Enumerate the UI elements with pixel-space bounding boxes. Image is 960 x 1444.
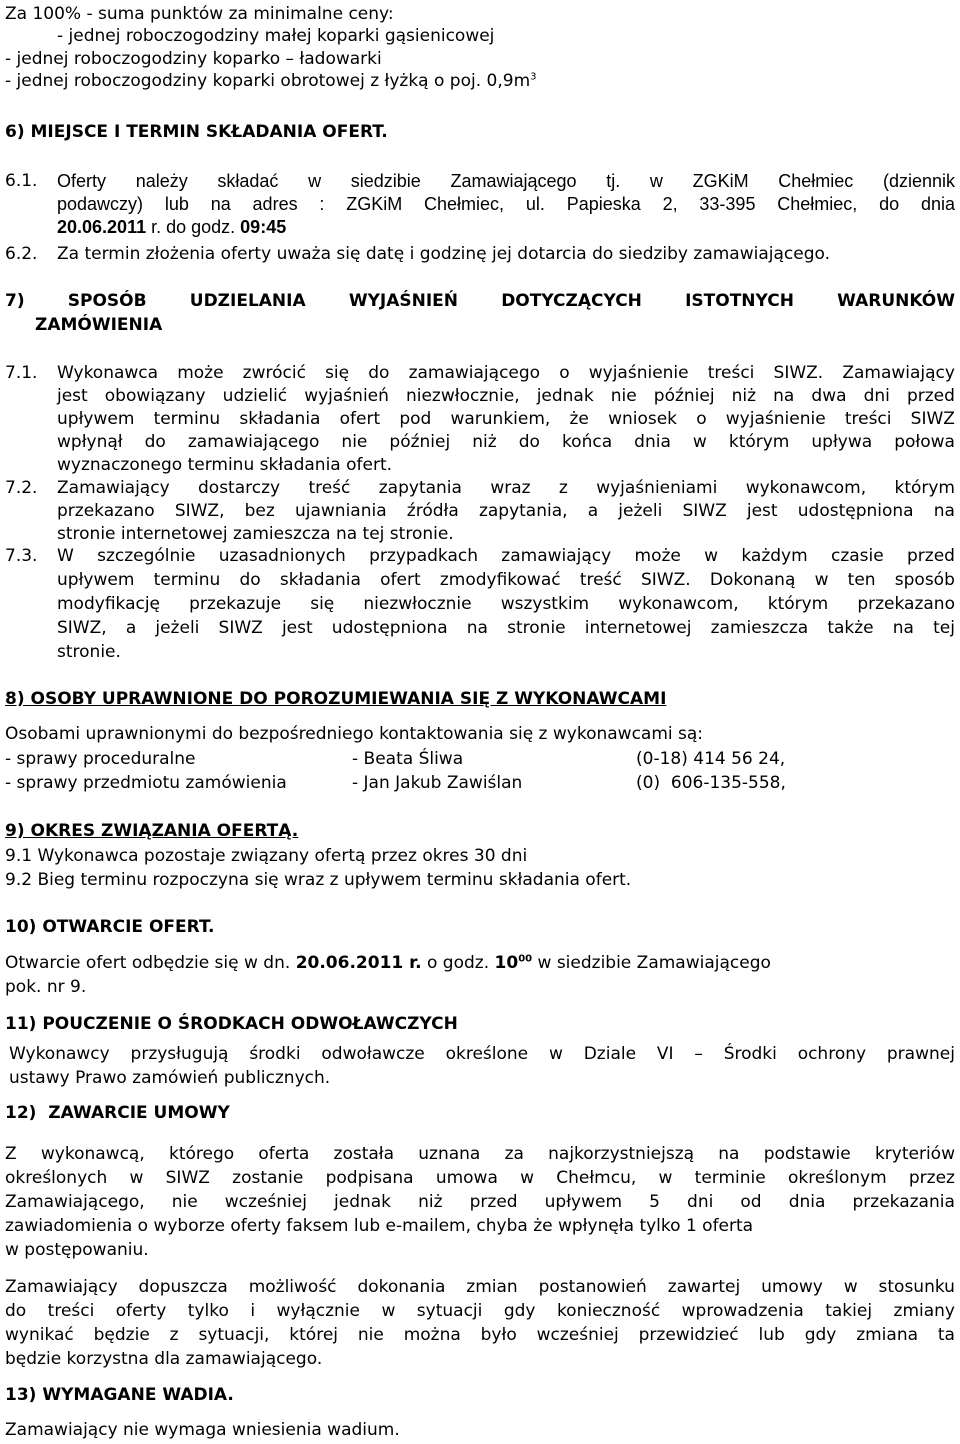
intro-line: - jednej roboczogodziny małej koparki gąsienicowej <box>57 26 495 46</box>
word: do <box>368 363 390 383</box>
paragraph-line: w postępowaniu. <box>5 1240 149 1260</box>
paragraph-line: ustawy Prawo zamówień publicznych. <box>9 1068 331 1088</box>
word: wprowadzenia <box>681 1301 804 1321</box>
opening-minutes: 00 <box>518 953 533 965</box>
word: najkorzystniejszą <box>548 1144 695 1164</box>
word: treści <box>844 409 892 429</box>
word: źródła <box>406 501 459 521</box>
word: nie <box>610 386 637 406</box>
word: warunkiem, <box>450 409 551 429</box>
word: i <box>250 1301 256 1321</box>
item-number: 7.1. <box>5 363 38 383</box>
word: niż <box>472 432 497 452</box>
word: na <box>773 386 795 406</box>
word: wpłynął <box>57 432 123 452</box>
word: VI <box>656 1044 674 1064</box>
item-number: 6.2. <box>5 244 38 264</box>
word: wszystkim <box>500 594 590 614</box>
paragraph-line: Osobami uprawnionymi do bezpośredniego kontaktowania się z wykonawcami są: <box>5 724 704 744</box>
word: Z <box>5 1144 17 1164</box>
word: wynikać <box>5 1325 74 1345</box>
justified-line <box>9 1043 955 1065</box>
word: było <box>480 1325 517 1345</box>
word: zamawiający <box>501 546 612 566</box>
word: upływa <box>811 432 873 452</box>
word: dopuszcza <box>138 1277 228 1297</box>
word: upływem <box>57 570 135 590</box>
word: w <box>520 1168 535 1188</box>
justified-line <box>57 362 955 384</box>
word: w <box>381 1301 396 1321</box>
word: Chełmiec <box>778 171 854 191</box>
word: w <box>704 546 719 566</box>
word: z <box>169 1325 179 1345</box>
word: wcześniej <box>536 1325 619 1345</box>
word: SIWZ. <box>640 570 691 590</box>
paragraph-line <box>5 952 771 974</box>
contact-type: - sprawy proceduralne <box>5 749 196 769</box>
word: takiej <box>825 1301 873 1321</box>
word: podpisana <box>325 1168 414 1188</box>
section-heading: ZAMÓWIENIA <box>35 315 163 335</box>
word: sytuacji <box>416 1301 483 1321</box>
word: ochrony <box>797 1044 867 1064</box>
word: Zamawiający <box>842 363 955 383</box>
word: na <box>466 618 488 638</box>
word: a <box>587 501 599 521</box>
word: jest <box>281 618 313 638</box>
word: przekazano <box>857 594 955 614</box>
contact-person: - Jan Jakub Zawiślan <box>352 773 523 793</box>
paragraph-line: stronie internetowej zamieszcza na tej stronie. <box>57 524 454 544</box>
word: dostarczy <box>198 478 281 498</box>
word: zamawiającego <box>408 363 541 383</box>
word: niezwłocznie <box>363 594 472 614</box>
word: Zamawiający <box>5 1277 118 1297</box>
word: w <box>843 1277 858 1297</box>
item-number: 7.2. <box>5 478 38 498</box>
paragraph-line: Zamawiający nie wymaga wniesienia wadium. <box>5 1420 400 1440</box>
section-heading: 9) OKRES ZWIĄZANIA OFERTĄ. <box>5 821 299 841</box>
word: w <box>658 1168 673 1188</box>
word: przekazania <box>852 1192 955 1212</box>
word: którym <box>894 478 955 498</box>
word: przekazuje <box>189 594 282 614</box>
word: którym <box>728 432 790 452</box>
word: Chełmiec, <box>777 194 858 214</box>
word: zawartej <box>667 1277 741 1297</box>
word: szczególnie <box>97 546 196 566</box>
word: : <box>319 194 325 214</box>
word: za <box>504 1144 524 1164</box>
intro-line <box>5 70 537 92</box>
word: wraz <box>490 478 531 498</box>
word: gdy <box>804 1325 837 1345</box>
word: konieczność <box>556 1301 661 1321</box>
word: Środki <box>723 1044 777 1064</box>
word: lub <box>164 194 189 214</box>
word: ofert <box>339 409 381 429</box>
word: ujawniania <box>294 501 387 521</box>
justified-line <box>5 1276 955 1298</box>
word: treści <box>47 1301 95 1321</box>
word: SIWZ. <box>773 363 824 383</box>
word: się <box>310 594 335 614</box>
contact-person: - Beata Śliwa <box>352 749 464 769</box>
word: niż <box>731 386 757 406</box>
paragraph-line: pok. nr 9. <box>5 977 87 997</box>
word: nie <box>341 432 368 452</box>
word: 5 <box>649 1192 660 1212</box>
word: nie <box>171 1192 198 1212</box>
word: terminie <box>694 1168 766 1188</box>
word: ISTOTNYCH <box>685 291 794 311</box>
word: wyjaśnień <box>304 386 389 406</box>
section-heading: 6) MIEJSCE I TERMIN SKŁADANIA OFERT. <box>5 122 388 142</box>
word: Zamawiającego <box>450 171 577 191</box>
word: w <box>308 171 322 191</box>
word: Wykonawca <box>57 363 159 383</box>
word: SIWZ <box>218 618 263 638</box>
word: jednak <box>334 1192 392 1212</box>
word: tylko <box>187 1301 229 1321</box>
justified-line <box>57 193 955 215</box>
word: internetowej <box>584 618 692 638</box>
word: adres <box>252 194 298 214</box>
word: zapytania <box>378 478 462 498</box>
word: przekazano <box>57 501 155 521</box>
word: może <box>177 363 224 383</box>
word: do <box>879 194 900 214</box>
word: przed <box>469 1192 518 1212</box>
justified-line <box>57 569 955 591</box>
word: później <box>653 386 715 406</box>
intro-line: - jednej roboczogodziny koparko – ładowarki <box>5 49 382 69</box>
word: należy <box>135 171 188 191</box>
word: terminu <box>153 570 221 590</box>
paragraph-line: 9.1 Wykonawca pozostaje związany ofertą przez okres 30 dni <box>5 846 528 866</box>
word: jednak <box>536 386 594 406</box>
word: umowa <box>435 1168 498 1188</box>
word: 2, <box>662 194 678 214</box>
word: Zamawiający <box>57 478 170 498</box>
word: pod <box>399 409 432 429</box>
word: z <box>558 478 568 498</box>
word: połowa <box>894 432 955 452</box>
paragraph-line: będzie korzystna dla zamawiającego. <box>5 1349 323 1369</box>
word: dnia <box>920 194 955 214</box>
word: ta <box>937 1325 955 1345</box>
word: jeżeli <box>155 618 200 638</box>
word: zmiany <box>893 1301 955 1321</box>
intro-line-text: - jednej roboczogodziny koparki obrotowej z łyżką o poj. 0,9m <box>5 71 531 91</box>
word: 33-395 <box>699 194 756 214</box>
word: Dokonaną <box>709 570 796 590</box>
section-heading: 8) OSOBY UPRAWNIONE DO POROZUMIEWANIA SIĘ Z WYKONAWCAMI <box>5 689 667 709</box>
word: upływem <box>544 1192 623 1212</box>
section-heading: 13) WYMAGANE WADIA. <box>5 1385 234 1405</box>
justified-line <box>57 431 955 453</box>
word: przed <box>906 386 955 406</box>
word: SPOSÓB <box>67 291 147 311</box>
word: w <box>649 171 663 191</box>
word: W <box>57 546 74 566</box>
word: dnia <box>788 1192 826 1212</box>
word: wniosek <box>608 409 678 429</box>
word: przed <box>907 546 955 566</box>
justified-line <box>5 1167 955 1189</box>
word: w <box>692 432 707 452</box>
word: SIWZ, <box>57 618 107 638</box>
word: później <box>389 432 451 452</box>
word: udzielić <box>222 386 288 406</box>
section-heading: 12) ZAWARCIE UMOWY <box>5 1103 230 1123</box>
word: dni <box>687 1192 714 1212</box>
word: ten <box>847 570 876 590</box>
word: modyfikację <box>57 594 161 614</box>
word: w <box>548 1044 563 1064</box>
opening-date: 20.06.2011 r. <box>295 953 422 973</box>
word: wyjaśnienie <box>725 409 826 429</box>
word: Dziale <box>583 1044 637 1064</box>
word: sytuacji, <box>198 1325 270 1345</box>
word: do <box>239 570 261 590</box>
word: stronie <box>507 618 566 638</box>
word: wyłącznie <box>276 1301 360 1321</box>
word: przysługują <box>130 1044 229 1064</box>
word: ZGKiM <box>692 171 749 191</box>
opening-hour: 10 <box>494 953 519 973</box>
contact-phone: (0-18) 414 56 24, <box>636 749 786 769</box>
word: ul. <box>525 194 545 214</box>
word: nie <box>357 1325 384 1345</box>
word: Zamawiającego, <box>5 1192 145 1212</box>
paragraph-line: zawiadomienia o wyborze oferty faksem lub e-mailem, chyba że wpłynęła tylko 1 oferta <box>5 1216 754 1236</box>
word: sposób <box>894 570 955 590</box>
word: SIWZ <box>682 501 727 521</box>
word: zostanie <box>232 1168 304 1188</box>
word: wykonawcom, <box>745 478 867 498</box>
word: ZGKiM <box>346 194 403 214</box>
word: na <box>210 194 231 214</box>
contact-phone: (0) 606-135-558, <box>636 773 786 793</box>
item-number: 7.3. <box>5 546 38 566</box>
word: wykonawcom, <box>618 594 739 614</box>
word: oferty <box>115 1301 167 1321</box>
word: SIWZ <box>910 409 955 429</box>
word: składania <box>239 409 321 429</box>
paragraph-line: stronie. <box>57 642 121 662</box>
word: przewidzieć <box>638 1325 739 1345</box>
word: możliwość <box>248 1277 337 1297</box>
deadline-date: 20.06.2011 <box>57 217 147 237</box>
word: umowy <box>761 1277 823 1297</box>
word: została <box>333 1144 395 1164</box>
word: – <box>694 1044 703 1064</box>
word: zamieszcza <box>710 618 809 638</box>
word: od <box>740 1192 762 1212</box>
word: wyjaśnienie <box>588 363 689 383</box>
word: obowiązany <box>104 386 206 406</box>
justified-line <box>57 385 955 407</box>
justified-line <box>57 408 955 430</box>
word: zapytania, <box>478 501 568 521</box>
word: na <box>933 501 955 521</box>
word: na <box>892 618 914 638</box>
justified-line <box>57 593 955 615</box>
justified-line <box>57 545 955 567</box>
word: terminu <box>153 409 221 429</box>
word: DOTYCZĄCYCH <box>501 291 642 311</box>
word: której <box>289 1325 339 1345</box>
opening-text: o godz. <box>421 953 495 973</box>
word: udostępniona <box>331 618 448 638</box>
opening-text: Otwarcie ofert odbędzie się w dn. <box>5 953 296 973</box>
word: zamawiającego <box>187 432 320 452</box>
word: WYJAŚNIEŃ <box>348 291 459 311</box>
word: którego <box>168 1144 235 1164</box>
word: określonym <box>787 1168 887 1188</box>
word: że <box>569 409 589 429</box>
word: treść <box>579 570 622 590</box>
word: na <box>718 1144 740 1164</box>
word: o <box>696 409 707 429</box>
word: składania <box>279 570 361 590</box>
word: tej <box>933 618 955 638</box>
word: czasie <box>830 546 884 566</box>
justified-line <box>57 477 955 499</box>
word: bez <box>244 501 275 521</box>
word: Chełmcu, <box>556 1168 637 1188</box>
word: Chełmiec, <box>424 194 505 214</box>
justified-line <box>5 1324 955 1346</box>
word: może <box>634 546 681 566</box>
word: wyjaśnieniami <box>596 478 718 498</box>
word: UDZIELANIA <box>189 291 306 311</box>
word: Wykonawcy <box>9 1044 110 1064</box>
word: upływem <box>57 409 135 429</box>
word: siedzibie <box>350 171 421 191</box>
word: o <box>559 363 570 383</box>
word: wcześniej <box>224 1192 307 1212</box>
word: wykonawcą, <box>40 1144 145 1164</box>
word: Papieska <box>566 194 641 214</box>
word: treści <box>707 363 755 383</box>
word: środki <box>249 1044 301 1064</box>
word: jest <box>57 386 88 406</box>
word: końca <box>561 432 613 452</box>
word: dnia <box>634 432 671 452</box>
word: którym <box>767 594 829 614</box>
deadline-time: 09:45 <box>240 217 287 237</box>
section-heading: 11) POUCZENIE O ŚRODKACH ODWOŁAWCZYCH <box>5 1014 458 1034</box>
paragraph-line: wyznaczonego terminu składania ofert. <box>57 455 393 475</box>
word: ofert <box>380 570 421 590</box>
paragraph-line: 9.2 Bieg terminu rozpoczyna się wraz z upływem terminu składania ofert. <box>5 870 632 890</box>
word: do <box>5 1301 27 1321</box>
item-number: 6.1. <box>5 171 38 191</box>
word: określonych <box>5 1168 108 1188</box>
word: do <box>144 432 166 452</box>
word: dokonania <box>357 1277 446 1297</box>
word: określone <box>445 1044 529 1064</box>
word: Oferty <box>57 171 107 191</box>
word: oferta <box>258 1144 310 1164</box>
word: niezwłocznie, <box>405 386 520 406</box>
justified-line <box>57 500 955 522</box>
word: SIWZ <box>165 1168 210 1188</box>
word: do <box>518 432 540 452</box>
word: stosunku <box>878 1277 955 1297</box>
word: uzasadnionych <box>218 546 346 566</box>
word: prawnej <box>886 1044 955 1064</box>
word: uznana <box>418 1144 481 1164</box>
word: gdy <box>503 1301 536 1321</box>
section-heading: 10) OTWARCIE OFERT. <box>5 917 215 937</box>
word: przez <box>908 1168 955 1188</box>
word: dwa <box>811 386 847 406</box>
word: jest <box>746 501 778 521</box>
word: WARUNKÓW <box>837 291 955 311</box>
word: niż <box>418 1192 443 1212</box>
justified-line <box>5 1300 955 1322</box>
word: zmiana <box>856 1325 919 1345</box>
word: zmian <box>466 1277 518 1297</box>
word: przypadkach <box>369 546 478 566</box>
word: dni <box>863 386 890 406</box>
paragraph-line: Za termin złożenia oferty uważa się datę i godzinę jej dotarcia do siedziby zamawiającego. <box>57 244 831 264</box>
word: zwrócić <box>242 363 306 383</box>
opening-text: w siedzibie Zamawiającego <box>532 953 771 973</box>
word: odwoławcze <box>321 1044 425 1064</box>
section-heading <box>5 290 955 312</box>
word: się <box>325 363 350 383</box>
word: będzie <box>93 1325 150 1345</box>
word: zmodyfikować <box>439 570 561 590</box>
word: tj. <box>606 171 621 191</box>
superscript: 3 <box>530 71 537 83</box>
word: postanowień <box>538 1277 647 1297</box>
word: (dziennik <box>882 171 955 191</box>
word: 7) <box>5 291 25 311</box>
word: kryteriów <box>874 1144 955 1164</box>
contact-type: - sprawy przedmiotu zamówienia <box>5 773 287 793</box>
word: podawczy) <box>57 194 144 214</box>
justified-line <box>57 170 955 192</box>
word: treść <box>308 478 351 498</box>
deadline-text: r. do godz. <box>146 217 241 237</box>
word: jeżeli <box>618 501 663 521</box>
word: składać <box>217 171 279 191</box>
word: każdym <box>741 546 808 566</box>
deadline-line <box>57 216 286 238</box>
word: udostępniona <box>797 501 914 521</box>
word: także <box>827 618 874 638</box>
word: a <box>125 618 137 638</box>
intro-line: Za 100% - suma punktów za minimalne ceny: <box>5 4 394 24</box>
word: można <box>403 1325 461 1345</box>
word: podstawie <box>763 1144 851 1164</box>
word: w <box>129 1168 144 1188</box>
word: w <box>814 570 829 590</box>
justified-line <box>5 1191 955 1213</box>
word: SIWZ, <box>174 501 225 521</box>
word: lub <box>758 1325 785 1345</box>
justified-line <box>5 1143 955 1165</box>
justified-line <box>57 617 955 639</box>
